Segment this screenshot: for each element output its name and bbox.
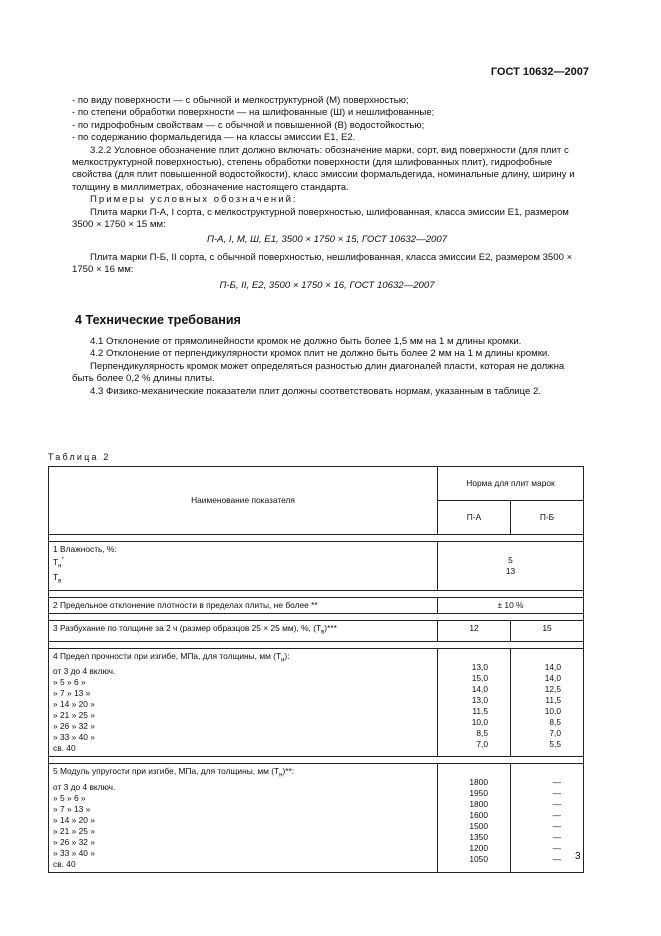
header-p-b: П-Б	[511, 501, 584, 535]
cell-value: 5,5	[549, 738, 561, 749]
paragraph-4-2-note: Перпендикулярность кромок может определяться разностью длин диагоналей пласти, которая не должна быть более 0,2 % длины плиты.	[72, 360, 565, 385]
example-2-code: П-Б, II, Е2, 3500 × 1750 × 16, ГОСТ 10632—2007	[219, 279, 435, 291]
row-subitem: $Т_в$	[53, 572, 62, 586]
cell-value: —	[552, 777, 561, 788]
row-subitem: » 14 » 20 »	[53, 815, 95, 826]
cell-value: 1200	[469, 843, 488, 854]
row-subitem: » 14 » 20 »	[53, 699, 95, 710]
cell-value: —	[552, 810, 561, 821]
row-subitem: » 33 » 40 »	[53, 732, 95, 743]
paragraph-4-1: 4.1 Отклонение от прямолинейности кромок не должно быть более 1,5 мм на 1 м длины кромки.	[90, 336, 522, 347]
cell-value: 1050	[469, 854, 488, 865]
row-subitem: » 5 » 6 »	[53, 793, 86, 804]
cell-value: 1600	[469, 810, 488, 821]
cell-value: 7,0	[476, 738, 488, 749]
cell-value: 13,0	[471, 694, 488, 705]
row-subitem: $Т_н^*$	[53, 556, 64, 570]
cell-value: —	[552, 854, 561, 865]
cell-value: 15,0	[471, 672, 488, 683]
header-p-a: П-А	[438, 501, 511, 535]
row-subitem: » 33 » 40 »	[53, 848, 95, 859]
table-row	[49, 621, 584, 642]
cell-value: —	[552, 843, 561, 854]
bullet-item: - по содержанию формальдегида — на классы эмиссии Е1, Е2.	[72, 132, 356, 144]
cell-value: 10,0	[544, 705, 561, 716]
table-caption: Таблица 2	[48, 452, 111, 462]
cell-value: 1350	[469, 832, 488, 843]
paragraph-4-3: 4.3 Физико-механические показатели плит должны соответствовать нормам, указанным в таблице 2.	[90, 385, 542, 397]
cell-value: 12,5	[544, 683, 561, 694]
row-title: 5 Модуль упругости при изгибе, МПа, для толщины, мм $(Т_н)**$:	[53, 766, 295, 780]
bullet-item: - по степени обработки поверхности — на шлифованные (Ш) и нешлифованные;	[72, 107, 435, 119]
row-subitem: » 7 » 13 »	[53, 804, 91, 815]
document-code: ГОСТ 10632—2007	[490, 66, 589, 78]
bullet-item: - по виду поверхности — с обычной и мелкоструктурной (М) поверхностью;	[72, 95, 409, 106]
row-title: 2 Предельное отклонение плотности в пределах плиты, не более **	[49, 598, 438, 614]
row-title: 1 Влажность, %:	[53, 544, 117, 554]
bullet-item: - по гидрофобным свойствам — с обычной и повышенной (В) водостойкостью;	[72, 119, 425, 131]
example-1-text: Плита марки П-А, I сорта, с мелкоструктурной поверхностью, шлифованная, класса эмиссии Е1, размером 3500 × 1750 × 15 мм:	[72, 206, 569, 231]
row-title: 4 Предел прочности при изгибе, МПа, для толщины, мм $(Т_н)$:	[53, 650, 290, 664]
cell-value: —	[552, 832, 561, 843]
row-subitem: » 5 » 6 »	[53, 677, 86, 688]
cell-value: 5	[508, 555, 513, 565]
cell-value: —	[552, 788, 561, 799]
cell-value: ± 10 %	[438, 598, 584, 614]
cell-value: 14,0	[471, 683, 488, 694]
table-row	[49, 764, 584, 873]
cell-value: 11,5	[472, 705, 488, 716]
row-subitem: св. 40	[53, 859, 76, 870]
body-text-top	[72, 95, 582, 292]
cell-value: 10,0	[471, 716, 488, 727]
row-subitem: » 21 » 25 »	[53, 710, 95, 721]
row-subitem: от 3 до 4 включ.	[53, 666, 116, 677]
table-row	[49, 648, 584, 757]
row-subitem: » 21 » 25 »	[53, 826, 95, 837]
cell-value: 14,0	[544, 661, 561, 672]
cell-value: —	[552, 799, 561, 810]
cell-value: 14,0	[544, 672, 561, 683]
header-name: Наименование показателя	[49, 467, 438, 535]
table-row	[49, 542, 584, 591]
paragraph-4-2: 4.2 Отклонение от перпендикулярности кромок плит не должно быть более 2 мм на 1 м длины кромки.	[90, 348, 550, 360]
paragraph-3-2-2: 3.2.2 Условное обозначение плит должно включать: обозначение марки, сорт, вид поверхности (для плит с мелкоструктурной поверхностью), степень обработки поверхности (для шлифованных плит), гидрофобные свойства (для плит повышенной водостойкости), класс эмиссии формальдегида, номинальные длину, ширину и толщину в миллиметрах, обозначение настоящего стандарта.	[72, 144, 575, 193]
cell-value: 1500	[469, 821, 488, 832]
section-title: 4 Технические требования	[75, 313, 241, 327]
example-1-code: П-А, I, М, Ш, Е1, 3500 × 1750 × 15, ГОСТ 10632—2007	[206, 234, 448, 246]
example-2-text: Плита марки П-Б, II сорта, с обычной поверхностью, нешлифованная, класса эмиссии Е2, размером 3500 × 1750 × 16 мм:	[72, 251, 573, 276]
cell-value: 11,5	[545, 694, 561, 705]
cell-value: —	[552, 821, 561, 832]
cell-value: 13	[505, 566, 516, 576]
row-subitem: » 26 » 32 »	[53, 721, 95, 732]
row-subitem: » 7 » 13 »	[53, 688, 91, 699]
cell-value: 13,0	[471, 661, 488, 672]
row-subitem: св. 40	[53, 743, 76, 754]
header-norm: Норма для плит марок	[438, 467, 584, 501]
cell-value: 1800	[469, 799, 488, 810]
cell-value: 15	[511, 621, 584, 642]
row-subitem: от 3 до 4 включ.	[53, 782, 116, 793]
cell-value: 7,0	[549, 727, 561, 738]
cell-value: 1950	[469, 788, 488, 799]
row-subitem: » 26 » 32 »	[53, 837, 95, 848]
body-text-section4	[72, 336, 582, 398]
cell-value: 8,5	[476, 727, 488, 738]
examples-title: Примеры условных обозначений:	[90, 194, 298, 206]
page-number: 3	[575, 851, 581, 862]
properties-table	[48, 466, 584, 873]
row-title: 3 Разбухание по толщине за 2 ч (размер образцов 25 × 25 мм), %, $(Т_в)***$	[49, 621, 438, 642]
table-row	[49, 598, 584, 614]
cell-value: 1800	[469, 777, 488, 788]
cell-value: 8,5	[549, 716, 561, 727]
cell-value: 12	[438, 621, 511, 642]
